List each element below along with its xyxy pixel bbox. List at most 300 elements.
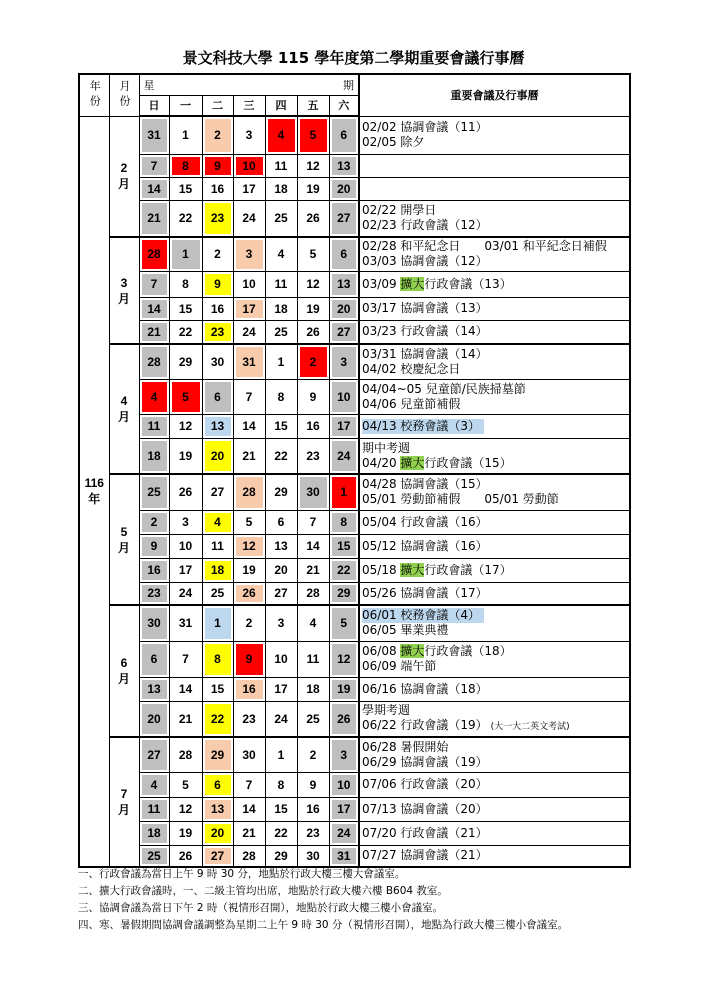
day-cell: 24 — [233, 200, 265, 237]
day-cell: 15 — [169, 297, 202, 320]
day-cell: 16 — [297, 414, 329, 438]
event-text: 06/01 校務會議（4） — [362, 608, 481, 623]
expanded-meeting-tag: 擴大 — [400, 276, 425, 291]
month-unit: 月 — [117, 291, 130, 306]
day-cell: 15 — [329, 534, 359, 558]
event-line — [362, 347, 629, 362]
day-cell: 2 — [233, 605, 265, 641]
day-cell: 7 — [233, 379, 265, 414]
week-row — [79, 582, 630, 605]
event-line — [362, 703, 629, 718]
day-cell: 18 — [265, 177, 297, 200]
day-cell: 22 — [169, 200, 202, 237]
day-cell: 18 — [297, 677, 329, 701]
day-cell: 30 — [202, 344, 233, 379]
event-text: 03/09 — [362, 276, 401, 291]
day-cell: 28 — [233, 474, 265, 510]
year-number: 116 — [84, 476, 104, 491]
event-line — [362, 826, 629, 841]
day-cell: 11 — [265, 154, 297, 177]
day-cell: 19 — [297, 177, 329, 200]
day-cell: 21 — [233, 821, 265, 845]
day-cell: 7 — [297, 510, 329, 534]
day-cell: 16 — [202, 177, 233, 200]
day-cell: 1 — [265, 737, 297, 772]
day-cell: 15 — [169, 177, 202, 200]
day-cell: 3 — [329, 344, 359, 379]
month-number: 5 — [120, 524, 128, 539]
day-cell: 29 — [265, 474, 297, 510]
week-row — [79, 271, 630, 297]
event-line — [362, 218, 629, 233]
day-cell: 28 — [297, 582, 329, 605]
day-cell: 8 — [202, 641, 233, 677]
week-row — [79, 414, 630, 438]
week-row — [79, 474, 630, 510]
event-line — [362, 740, 629, 755]
day-cell: 6 — [329, 116, 359, 154]
day-cell: 20 — [265, 558, 297, 582]
day-cell: 24 — [233, 320, 265, 344]
day-cell: 26 — [169, 474, 202, 510]
day-cell: 27 — [329, 320, 359, 344]
day-cell: 22 — [202, 701, 233, 737]
event-line — [362, 777, 629, 792]
event-text: 06/28 暑假開始 — [362, 739, 449, 754]
day-cell: 3 — [329, 737, 359, 772]
day-cell: 10 — [233, 154, 265, 177]
day-cell: 25 — [265, 200, 297, 237]
event-text: 02/22 開學日 — [362, 203, 437, 218]
day-cell: 8 — [265, 379, 297, 414]
day-cell: 19 — [169, 438, 202, 474]
events-cell — [359, 379, 630, 414]
day-cell: 20 — [329, 297, 359, 320]
day-cell: 28 — [233, 845, 265, 867]
day-cell: 18 — [265, 297, 297, 320]
day-cell: 5 — [297, 116, 329, 154]
event-line — [362, 644, 629, 659]
day-cell: 11 — [139, 414, 169, 438]
day-cell: 26 — [329, 701, 359, 737]
day-cell: 16 — [139, 558, 169, 582]
event-text: 行政會議（17） — [424, 562, 512, 577]
events-cell — [359, 414, 630, 438]
expanded-meeting-tag: 擴大 — [400, 455, 425, 470]
event-line — [362, 623, 629, 638]
day-cell: 23 — [202, 200, 233, 237]
day-cell: 3 — [169, 510, 202, 534]
day-cell: 21 — [233, 438, 265, 474]
events-cell — [359, 474, 630, 510]
weekday-label-start: 星 — [143, 78, 155, 92]
event-text: 06/29 協調會議（19） — [362, 754, 488, 769]
day-cell: 1 — [169, 237, 202, 271]
events-cell — [359, 701, 630, 737]
month-label — [109, 474, 139, 605]
events-cell — [359, 605, 630, 641]
day-cell: 3 — [233, 116, 265, 154]
event-line — [362, 456, 629, 471]
day-cell: 26 — [297, 200, 329, 237]
day-cell: 31 — [329, 845, 359, 867]
day-cell: 25 — [139, 845, 169, 867]
day-cell: 17 — [329, 414, 359, 438]
event-line — [362, 563, 629, 578]
event-line — [362, 515, 629, 530]
day-cell: 28 — [139, 344, 169, 379]
expanded-meeting-tag: 擴大 — [400, 562, 425, 577]
month-label — [109, 605, 139, 737]
day-cell: 10 — [233, 271, 265, 297]
day-cell: 27 — [202, 845, 233, 867]
day-cell: 27 — [202, 474, 233, 510]
day-cell: 11 — [202, 534, 233, 558]
week-row — [79, 116, 630, 154]
day-cell: 31 — [233, 344, 265, 379]
week-row — [79, 772, 630, 797]
day-cell: 28 — [169, 737, 202, 772]
day-cell: 8 — [265, 772, 297, 797]
day-cell: 15 — [265, 414, 297, 438]
day-cell: 12 — [329, 641, 359, 677]
day-cell: 6 — [329, 237, 359, 271]
event-text: 07/13 協調會議（20） — [362, 801, 488, 816]
day-cell: 30 — [139, 605, 169, 641]
event-line — [362, 718, 629, 735]
year-column-header: 年份 — [79, 74, 109, 116]
day-cell: 5 — [233, 510, 265, 534]
event-text: 04/02 校慶紀念日 — [362, 361, 461, 376]
day-cell: 12 — [297, 271, 329, 297]
events-cell — [359, 320, 630, 344]
day-cell: 13 — [265, 534, 297, 558]
event-text: 行政會議（13） — [424, 276, 512, 291]
weekday-fri: 五 — [297, 95, 329, 116]
day-cell: 19 — [329, 677, 359, 701]
events-cell — [359, 677, 630, 701]
event-line — [362, 492, 629, 507]
month-label — [109, 237, 139, 344]
event-line — [362, 848, 629, 863]
day-cell: 30 — [297, 474, 329, 510]
day-cell: 9 — [202, 154, 233, 177]
day-cell: 31 — [169, 605, 202, 641]
day-cell: 4 — [139, 379, 169, 414]
day-cell: 27 — [329, 200, 359, 237]
day-cell: 7 — [169, 641, 202, 677]
month-unit: 月 — [117, 410, 130, 424]
day-cell: 9 — [233, 641, 265, 677]
day-cell: 14 — [169, 677, 202, 701]
weekday-thu: 四 — [265, 95, 297, 116]
events-cell — [359, 845, 630, 867]
event-text: 03/31 協調會議（14） — [362, 346, 488, 361]
day-cell: 11 — [265, 271, 297, 297]
event-line — [362, 362, 629, 377]
header-row — [79, 74, 630, 95]
day-cell: 5 — [297, 237, 329, 271]
event-text: 04/20 — [362, 455, 401, 470]
day-cell: 13 — [202, 414, 233, 438]
day-cell: 9 — [297, 379, 329, 414]
day-cell: 8 — [329, 510, 359, 534]
events-column-header: 重要會議及行事曆 — [359, 74, 630, 116]
day-cell: 17 — [233, 177, 265, 200]
weekday-label-end: 期 — [343, 78, 354, 92]
day-cell: 13 — [202, 797, 233, 821]
day-cell: 22 — [329, 558, 359, 582]
day-cell: 17 — [329, 797, 359, 821]
week-row — [79, 344, 630, 379]
week-row — [79, 154, 630, 177]
day-cell: 17 — [265, 677, 297, 701]
event-text: 02/28 和平紀念日 03/01 和平紀念日補假 — [362, 239, 607, 254]
events-cell — [359, 154, 630, 177]
weekday-tue: 二 — [202, 95, 233, 116]
day-cell: 26 — [169, 845, 202, 867]
day-cell: 7 — [233, 772, 265, 797]
day-cell: 12 — [233, 534, 265, 558]
day-cell: 17 — [169, 558, 202, 582]
day-cell: 4 — [202, 510, 233, 534]
event-line — [362, 802, 629, 817]
day-cell: 18 — [139, 438, 169, 474]
event-text: 02/05 除夕 — [362, 135, 425, 149]
day-cell: 18 — [139, 821, 169, 845]
event-line — [362, 382, 629, 397]
day-cell: 1 — [265, 344, 297, 379]
event-line — [362, 682, 629, 697]
event-line — [362, 755, 629, 770]
day-cell: 27 — [139, 737, 169, 772]
event-text: 06/16 協調會議（18） — [362, 681, 488, 696]
events-cell — [359, 271, 630, 297]
day-cell: 9 — [139, 534, 169, 558]
event-text: 03/03 協調會議（12） — [362, 254, 488, 269]
event-text: 06/08 — [362, 644, 401, 658]
month-unit: 月 — [117, 177, 130, 192]
day-cell: 10 — [329, 379, 359, 414]
events-cell — [359, 797, 630, 821]
week-row — [79, 200, 630, 237]
month-label — [109, 737, 139, 867]
event-text: 03/23 行政會議（14） — [362, 324, 488, 339]
day-cell: 28 — [139, 237, 169, 271]
day-cell: 9 — [297, 772, 329, 797]
weekday-wed: 三 — [233, 95, 265, 116]
day-cell: 17 — [233, 297, 265, 320]
day-cell: 14 — [139, 177, 169, 200]
footnote: 三、協調會議為當日下午 2 時（視情形召開），地點於行政大樓三樓小會議室。 — [78, 902, 444, 914]
day-cell: 10 — [329, 772, 359, 797]
day-cell: 23 — [297, 438, 329, 474]
day-cell: 30 — [233, 737, 265, 772]
day-cell: 25 — [265, 320, 297, 344]
events-cell — [359, 510, 630, 534]
day-cell: 19 — [169, 821, 202, 845]
day-cell: 27 — [265, 582, 297, 605]
week-row — [79, 677, 630, 701]
event-text: 04/06 兒童節補假 — [362, 396, 461, 411]
day-cell: 23 — [139, 582, 169, 605]
week-row — [79, 237, 630, 271]
event-text: 05/01 勞動節補假 05/01 勞動節 — [362, 492, 559, 507]
calendar-table — [78, 73, 631, 868]
event-line — [362, 324, 629, 339]
day-cell: 14 — [297, 534, 329, 558]
events-cell — [359, 534, 630, 558]
day-cell: 6 — [265, 510, 297, 534]
day-cell: 3 — [233, 237, 265, 271]
day-cell: 23 — [233, 701, 265, 737]
day-cell: 24 — [265, 701, 297, 737]
event-line — [362, 586, 629, 601]
day-cell: 10 — [265, 641, 297, 677]
month-column-header: 月份 — [109, 74, 139, 116]
event-note: (大一大二英文考試) — [490, 721, 570, 732]
day-cell: 7 — [139, 154, 169, 177]
day-cell: 13 — [329, 271, 359, 297]
day-cell: 15 — [265, 797, 297, 821]
events-cell — [359, 772, 630, 797]
day-cell: 15 — [202, 677, 233, 701]
day-cell: 18 — [202, 558, 233, 582]
day-cell: 4 — [265, 116, 297, 154]
event-text: 04/28 協調會議（15） — [362, 477, 488, 492]
day-cell: 10 — [169, 534, 202, 558]
day-cell: 23 — [202, 320, 233, 344]
events-cell — [359, 582, 630, 605]
weekday-sun: 日 — [139, 95, 169, 116]
events-cell — [359, 737, 630, 772]
day-cell: 5 — [169, 772, 202, 797]
event-line — [362, 539, 629, 554]
day-cell: 29 — [202, 737, 233, 772]
month-number: 7 — [120, 787, 128, 801]
event-text: 05/26 協調會議（17） — [362, 585, 488, 600]
week-row — [79, 534, 630, 558]
day-cell: 4 — [297, 605, 329, 641]
day-cell: 1 — [169, 116, 202, 154]
event-line — [362, 135, 629, 150]
day-cell: 21 — [139, 320, 169, 344]
event-text: 06/22 行政會議（19） — [362, 717, 488, 732]
event-text: 06/05 畢業典禮 — [362, 623, 449, 638]
day-cell: 2 — [202, 116, 233, 154]
day-cell: 4 — [139, 772, 169, 797]
day-cell: 31 — [139, 116, 169, 154]
events-cell — [359, 558, 630, 582]
events-cell — [359, 177, 630, 200]
day-cell: 24 — [169, 582, 202, 605]
event-highlight — [362, 608, 484, 623]
day-cell: 29 — [265, 845, 297, 867]
day-cell: 1 — [202, 605, 233, 641]
week-row — [79, 510, 630, 534]
day-cell: 29 — [329, 582, 359, 605]
week-row — [79, 737, 630, 772]
event-text: 05/04 行政會議（16） — [362, 514, 488, 529]
week-row — [79, 641, 630, 677]
day-cell: 11 — [139, 797, 169, 821]
week-row — [79, 379, 630, 414]
events-cell — [359, 344, 630, 379]
event-line — [362, 419, 629, 434]
day-cell: 22 — [265, 438, 297, 474]
event-line — [362, 120, 629, 135]
event-line — [362, 254, 629, 269]
month-number: 2 — [120, 161, 128, 176]
event-line — [362, 477, 629, 492]
weekday-mon: 一 — [169, 95, 202, 116]
day-cell: 12 — [169, 797, 202, 821]
event-text: 02/23 行政會議（12） — [362, 218, 488, 233]
day-cell: 14 — [139, 297, 169, 320]
day-cell: 6 — [202, 772, 233, 797]
day-cell: 21 — [139, 200, 169, 237]
day-cell: 5 — [169, 379, 202, 414]
events-cell — [359, 641, 630, 677]
day-cell: 8 — [169, 154, 202, 177]
event-text: 行政會議（18） — [424, 644, 512, 658]
day-cell: 25 — [202, 582, 233, 605]
day-cell: 2 — [202, 237, 233, 271]
week-row — [79, 701, 630, 737]
day-cell: 14 — [233, 797, 265, 821]
events-cell — [359, 200, 630, 237]
event-line — [362, 239, 629, 254]
event-text: 03/17 協調會議（13） — [362, 301, 488, 315]
day-cell: 2 — [139, 510, 169, 534]
day-cell: 20 — [202, 438, 233, 474]
day-cell: 16 — [202, 297, 233, 320]
footnote: 一、行政會議為當日上午 9 時 30 分，地點於行政大樓三樓大會議室。 — [78, 868, 406, 880]
event-text: 07/27 協調會議（21） — [362, 848, 488, 863]
week-row — [79, 821, 630, 845]
day-cell: 21 — [169, 701, 202, 737]
footnotes — [78, 866, 678, 934]
day-cell: 12 — [297, 154, 329, 177]
event-line — [362, 301, 629, 316]
week-row — [79, 845, 630, 867]
day-cell: 24 — [329, 821, 359, 845]
event-line — [362, 397, 629, 412]
month-number: 6 — [120, 656, 128, 670]
day-cell: 21 — [297, 558, 329, 582]
event-text: 學期考週 — [362, 702, 411, 717]
events-cell — [359, 237, 630, 271]
event-text: 05/18 — [362, 562, 401, 577]
event-text: 04/13 校務會議（3） — [362, 418, 481, 433]
day-cell: 7 — [139, 271, 169, 297]
weekday-sat: 六 — [329, 95, 359, 116]
event-text: 行政會議（15） — [424, 455, 512, 470]
event-highlight — [362, 419, 484, 434]
events-cell — [359, 116, 630, 154]
day-cell: 22 — [169, 320, 202, 344]
event-text: 07/20 行政會議（21） — [362, 825, 488, 840]
week-row — [79, 438, 630, 474]
day-cell: 26 — [233, 582, 265, 605]
page-title: 景文科技大學 115 學年度第二學期重要會議行事曆 — [182, 49, 525, 67]
day-cell: 1 — [329, 474, 359, 510]
event-line — [362, 608, 629, 623]
day-cell: 19 — [233, 558, 265, 582]
day-cell: 22 — [265, 821, 297, 845]
week-row — [79, 797, 630, 821]
day-cell: 25 — [139, 474, 169, 510]
